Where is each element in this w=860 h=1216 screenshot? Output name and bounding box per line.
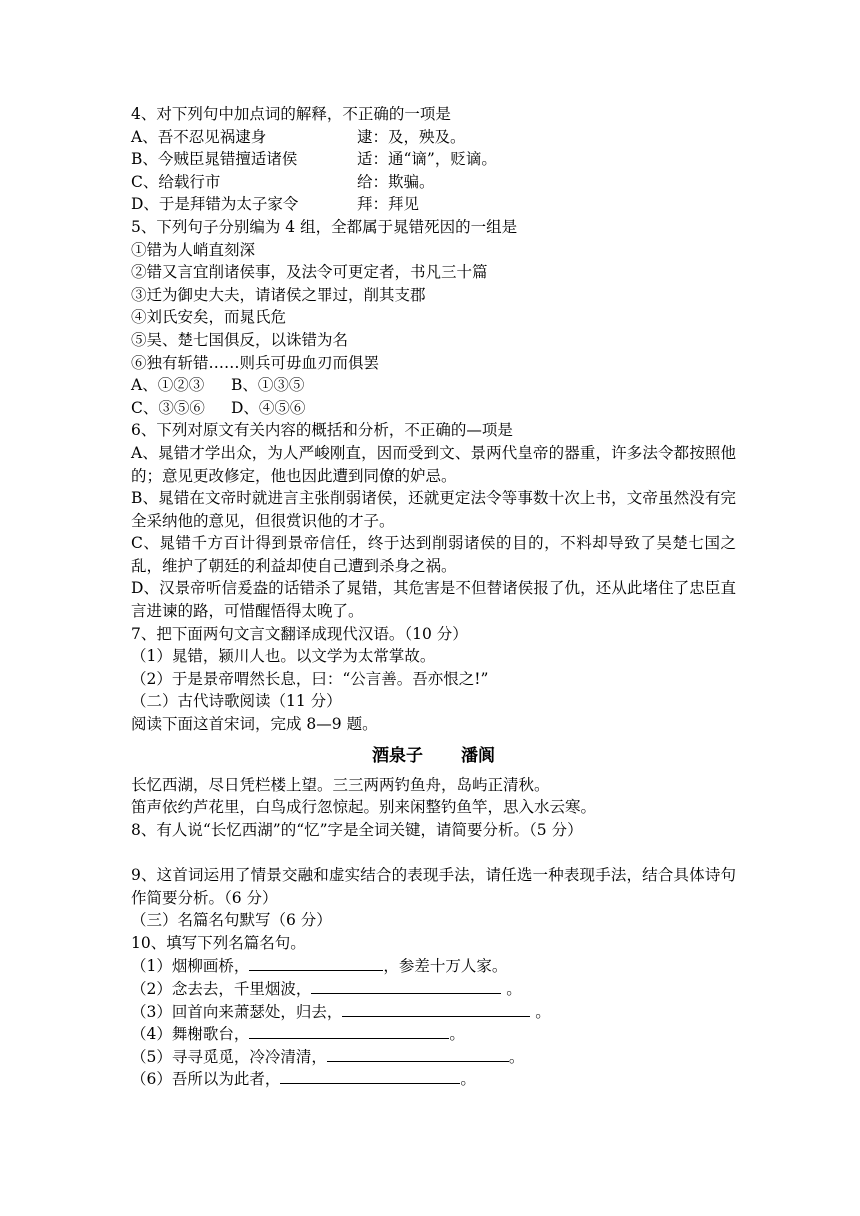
answer-space	[131, 841, 736, 864]
q8-stem: 8、有人说“长忆西湖”的“忆”字是全词关键，请简要分析。（5 分）	[131, 820, 583, 839]
q10-item: （5）寻寻觅觅，冷冷清清， 。	[131, 1045, 736, 1068]
q5-stem: 5、下列句子分别编为 4 组，全都属于晁错死因的一组是	[131, 217, 518, 236]
q6-option-c: C、晁错千方百计得到景帝信任，终于达到削弱诸侯的目的，不料却导致了吴楚七国之乱，维护了朝廷的利益却使自己遭到杀身之祸。	[131, 534, 736, 575]
q6-stem: 6、下列对原文有关内容的概括和分析，不正确的—项是	[131, 421, 513, 440]
section-heading: （三）名篇名句默写（6 分）	[131, 911, 332, 930]
q9-stem: 9、这首词运用了情景交融和虚实结合的表现手法，请任选一种表现手法，结合具体诗句作简要分析。（6 分）	[131, 866, 736, 907]
fill-blank[interactable]	[249, 1022, 449, 1039]
q5-item: ③迁为御史大夫，请诸侯之罪过，削其支郡	[131, 285, 426, 304]
q7-stem: 7、把下面两句文言文翻译成现代汉语。（10 分）	[131, 624, 468, 643]
q5-item: ⑤吴、楚七国俱反，以诛错为名	[131, 330, 349, 349]
section-heading: （二）古代诗歌阅读（11 分）	[131, 692, 342, 711]
q4-option-b: B、今贼臣晁错擅适诸侯 适：通“谪”，贬谪。	[131, 150, 497, 169]
q7-item: （2）于是景帝喟然长息，曰：“公言善。吾亦恨之!”	[131, 669, 489, 688]
q5-item: ②错又言宜削诸侯事，及法令可更定者，书凡三十篇	[131, 263, 488, 282]
q5-choices-row: C、③⑤⑥ D、④⑤⑥	[131, 398, 306, 417]
q10-stem: 10、填写下列名篇名句。	[131, 933, 306, 952]
q4-option-c: C、给载行市 给：欺骗。	[131, 172, 435, 191]
q10-item: （1）烟柳画桥， ，参差十万人家。	[131, 954, 736, 977]
q4-option-d: D、于是拜错为太子家令 拜：拜见	[131, 195, 420, 214]
fill-blank[interactable]	[249, 954, 383, 971]
section-intro: 阅读下面这首宋词，完成 8—9 题。	[131, 715, 378, 734]
q10-item: （2）念去去，千里烟波， 。	[131, 977, 736, 1000]
q5-item: ⑥独有斩错……则兵可毋血刃而俱罢	[131, 353, 380, 372]
exam-page	[131, 103, 736, 1090]
fill-blank[interactable]	[280, 1067, 460, 1084]
poem-title-line	[131, 738, 736, 774]
q5-item: ①错为人峭直刻深	[131, 240, 256, 259]
fill-blank[interactable]	[327, 1045, 509, 1062]
poem-title: 酒泉子	[372, 745, 423, 766]
q6-option-a: A、晁错才学出众，为人严峻刚直，因而受到文、景两代皇帝的器重，许多法令都按照他的；意见更改修定，他也因此遭到同僚的妒忌。	[131, 443, 736, 485]
fill-blank[interactable]	[342, 1000, 530, 1017]
poem-author: 潘阆	[461, 745, 495, 766]
q4-stem: 4、对下列句中加点词的解释，不正确的一项是	[131, 105, 451, 123]
q5-choices-row: A、①②③ B、①③⑤	[131, 376, 305, 395]
q10-item: （6）吾所以为此者， 。	[131, 1067, 736, 1090]
q5-item: ④刘氏安矣，而晁氏危	[131, 308, 287, 327]
q6-option-d: D、汉景帝听信爰盎的话错杀了晁错，其危害是不但替诸侯报了仇，还从此堵住了忠臣直言进谏的路，可惜醒悟得太晚了。	[131, 579, 736, 621]
q10-item: （3）回首向来萧瑟处，归去， 。	[131, 1000, 736, 1023]
poem-line: 长忆西湖，尽日凭栏楼上望。三三两两钓鱼舟，岛屿正清秋。	[131, 775, 550, 794]
q6-option-b: B、晁错在文帝时就进言主张削弱诸侯，还就更定法令等事数十次上书，文帝虽然没有完全采纳他的意见，但很赏识他的才子。	[131, 489, 736, 530]
poem-line: 笛声依约芦花里，白鸟成行忽惊起。别来闲整钓鱼竿，思入水云寒。	[131, 798, 597, 817]
fill-blank[interactable]	[311, 977, 501, 994]
q7-item: （1）晁错，颍川人也。以文学为太常掌故。	[131, 647, 436, 666]
q4-option-a: A、吾不忍见祸逮身 逮：及，殃及。	[131, 127, 466, 146]
q10-item: （4）舞榭歌台， 。	[131, 1022, 736, 1045]
